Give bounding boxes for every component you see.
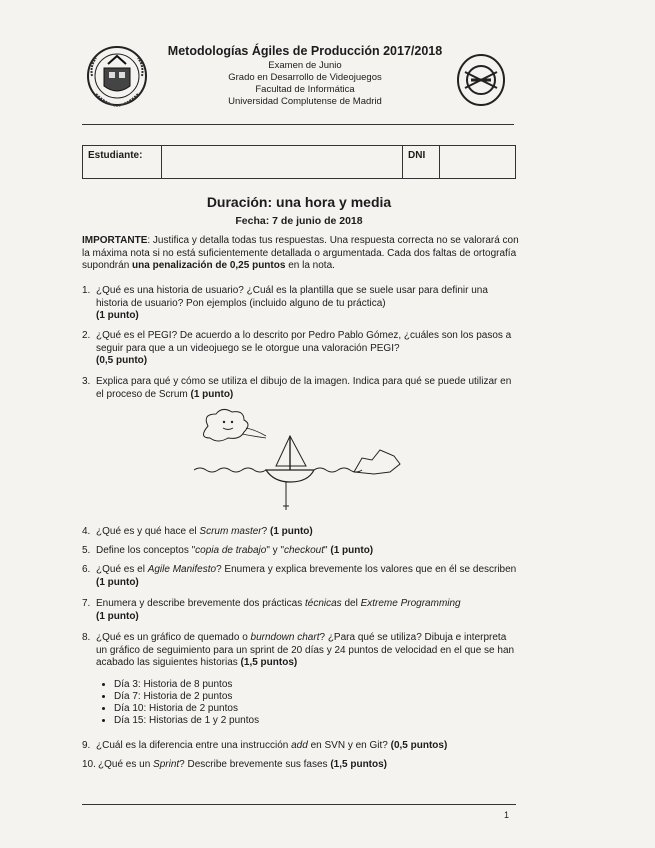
- question-term: burndown chart: [250, 632, 320, 643]
- question-term: Agile Manifesto: [147, 564, 217, 575]
- university-name: Universidad Complutense de Madrid: [228, 96, 382, 107]
- faculty-emblem-icon: [455, 52, 507, 108]
- question-number: 3.: [82, 376, 91, 387]
- question-5: [82, 545, 520, 558]
- question-text: ¿Qué es una historia de usuario? ¿Cuál es la plantilla que se suele usar para definir una historia de usuario? Pon ejemplos (incluido alguno de tu práctica): [96, 285, 488, 309]
- question-6: [82, 564, 520, 589]
- header-divider: [82, 124, 514, 125]
- question-text-pre: ¿Qué es un gráfico de quemado o: [96, 632, 251, 643]
- question-text: Explica para qué y cómo se utiliza el dibujo de la imagen. Indica para qué se puede utilizar en el proceso de Scrum: [96, 376, 512, 400]
- question-text-post: ? Enumera y explica brevemente los valores que en él se describen: [216, 564, 517, 575]
- sail-shape: [276, 436, 306, 466]
- question-points: (0,5 punto): [96, 355, 148, 366]
- faculty-name: Facultad de Informática: [255, 84, 355, 95]
- question-term: Sprint: [153, 759, 180, 770]
- question-number: 4.: [82, 526, 91, 537]
- question-term: Scrum master: [199, 526, 262, 537]
- question-text-post: ": [324, 545, 328, 556]
- question-points: (1 punto): [96, 576, 139, 588]
- question-term: técnicas: [305, 598, 342, 609]
- list-item: • Día 3: Historia de 8 puntos: [114, 679, 259, 691]
- question-text: ¿Qué es el PEGI? De acuerdo a lo descrito por Pedro Pablo Gómez, ¿cuáles son los pasos a seguir para que a un videojuego se le otorgue una valoración PEGI?: [96, 330, 512, 354]
- question-text-pre: ¿Qué es y qué hace el: [96, 526, 200, 537]
- important-text-1: : Justifica y detalla todas tus respuestas. Una respuesta correcta no se valorará con la máxima nota si no está suficientemente detallada o argumentada. Cada dos faltas de ortografía supondrán: [82, 235, 519, 271]
- question-4: [82, 526, 520, 539]
- question-points: (1,5 puntos): [330, 759, 388, 770]
- question-points: (0,5 puntos): [390, 740, 448, 751]
- list-item: • Día 7: Historia de 2 puntos: [114, 691, 259, 703]
- question-text-pre: ¿Qué es un: [98, 759, 154, 770]
- question-8: [82, 632, 520, 670]
- question-points: (1 punto): [330, 545, 374, 556]
- page-number: 1: [504, 810, 510, 820]
- student-name-field[interactable]: [162, 146, 403, 179]
- anchor-line: [283, 482, 289, 510]
- question-text-post: ?: [261, 526, 268, 537]
- exam-header: [160, 44, 450, 108]
- question-text-pre: Enumera y describe brevemente dos prácticas: [96, 598, 305, 609]
- important-label: IMPORTANTE: [82, 235, 148, 246]
- question-number: 2.: [82, 330, 91, 341]
- list-item: • Día 15: Historias de 1 y 2 puntos: [114, 715, 259, 727]
- question-1: [82, 285, 520, 323]
- question-10: [82, 759, 520, 772]
- question-2: [82, 330, 520, 368]
- story-list: [96, 679, 259, 727]
- question-text-mid: " y ": [266, 545, 284, 556]
- question-term-2: Extreme Programming: [360, 598, 461, 609]
- question-text-pre: ¿Qué es el: [96, 564, 148, 575]
- question-points: (1 punto): [190, 388, 234, 400]
- question-number: 7.: [82, 598, 91, 609]
- question-text-post: ? ¿Para qué se utiliza? Dibuja e interpreta un gráfico de seguimiento para un sprint de 20 días y 24 puntos de velocidad en el que se han acabado las siguientes historias: [96, 632, 515, 668]
- question-number: 5.: [82, 545, 91, 556]
- list-item: • Día 10: Historia de 2 puntos: [114, 703, 259, 715]
- question-7: [82, 598, 520, 623]
- footer-divider: [82, 804, 516, 805]
- important-note: [82, 235, 520, 273]
- question-3: [82, 376, 520, 401]
- question-points: (1 punto): [269, 526, 313, 537]
- question-text-mid: del: [341, 598, 361, 609]
- exam-date: Fecha: 7 de junio de 2018: [235, 215, 363, 227]
- question-text-pre: ¿Cuál es la diferencia entre una instrucción: [96, 740, 292, 751]
- question-text-post: ? Describe brevemente sus fases: [179, 759, 328, 770]
- dni-label: DNI: [403, 146, 440, 179]
- question-number: 1.: [82, 285, 91, 296]
- question-9: [82, 740, 520, 753]
- exam-duration: Duración: una hora y media: [206, 194, 392, 210]
- question-points: (1 punto): [96, 310, 139, 321]
- degree-name: Grado en Desarrollo de Videojuegos: [228, 72, 382, 83]
- student-info-table: [82, 145, 516, 179]
- important-penalty: una penalización de 0,25 puntos: [132, 260, 286, 271]
- question-term-2: checkout: [284, 545, 325, 556]
- question-number: 9.: [82, 740, 91, 751]
- question-number: 8.: [82, 632, 91, 643]
- sailboat-drawing: [190, 408, 410, 518]
- question-text-post: en SVN y en Git?: [307, 740, 388, 751]
- question-term: copia de trabajo: [195, 545, 267, 556]
- question-term: add: [291, 740, 308, 751]
- important-text-2: en la nota.: [285, 260, 335, 271]
- dni-field[interactable]: [440, 146, 516, 179]
- cloud-shape: [203, 409, 248, 441]
- question-number: 10.: [82, 759, 96, 770]
- exam-session: Examen de Junio: [268, 60, 342, 71]
- boat-hull: [266, 470, 314, 482]
- ucm-seal-icon: [86, 42, 148, 110]
- question-text-pre: Define los conceptos ": [96, 545, 196, 556]
- question-points: (1,5 puntos): [240, 657, 298, 668]
- student-label: Estudiante:: [83, 146, 162, 179]
- question-points: (1 punto): [96, 610, 139, 622]
- question-number: 6.: [82, 564, 91, 575]
- course-title: Metodologías Ágiles de Producción 2017/2018: [167, 44, 443, 58]
